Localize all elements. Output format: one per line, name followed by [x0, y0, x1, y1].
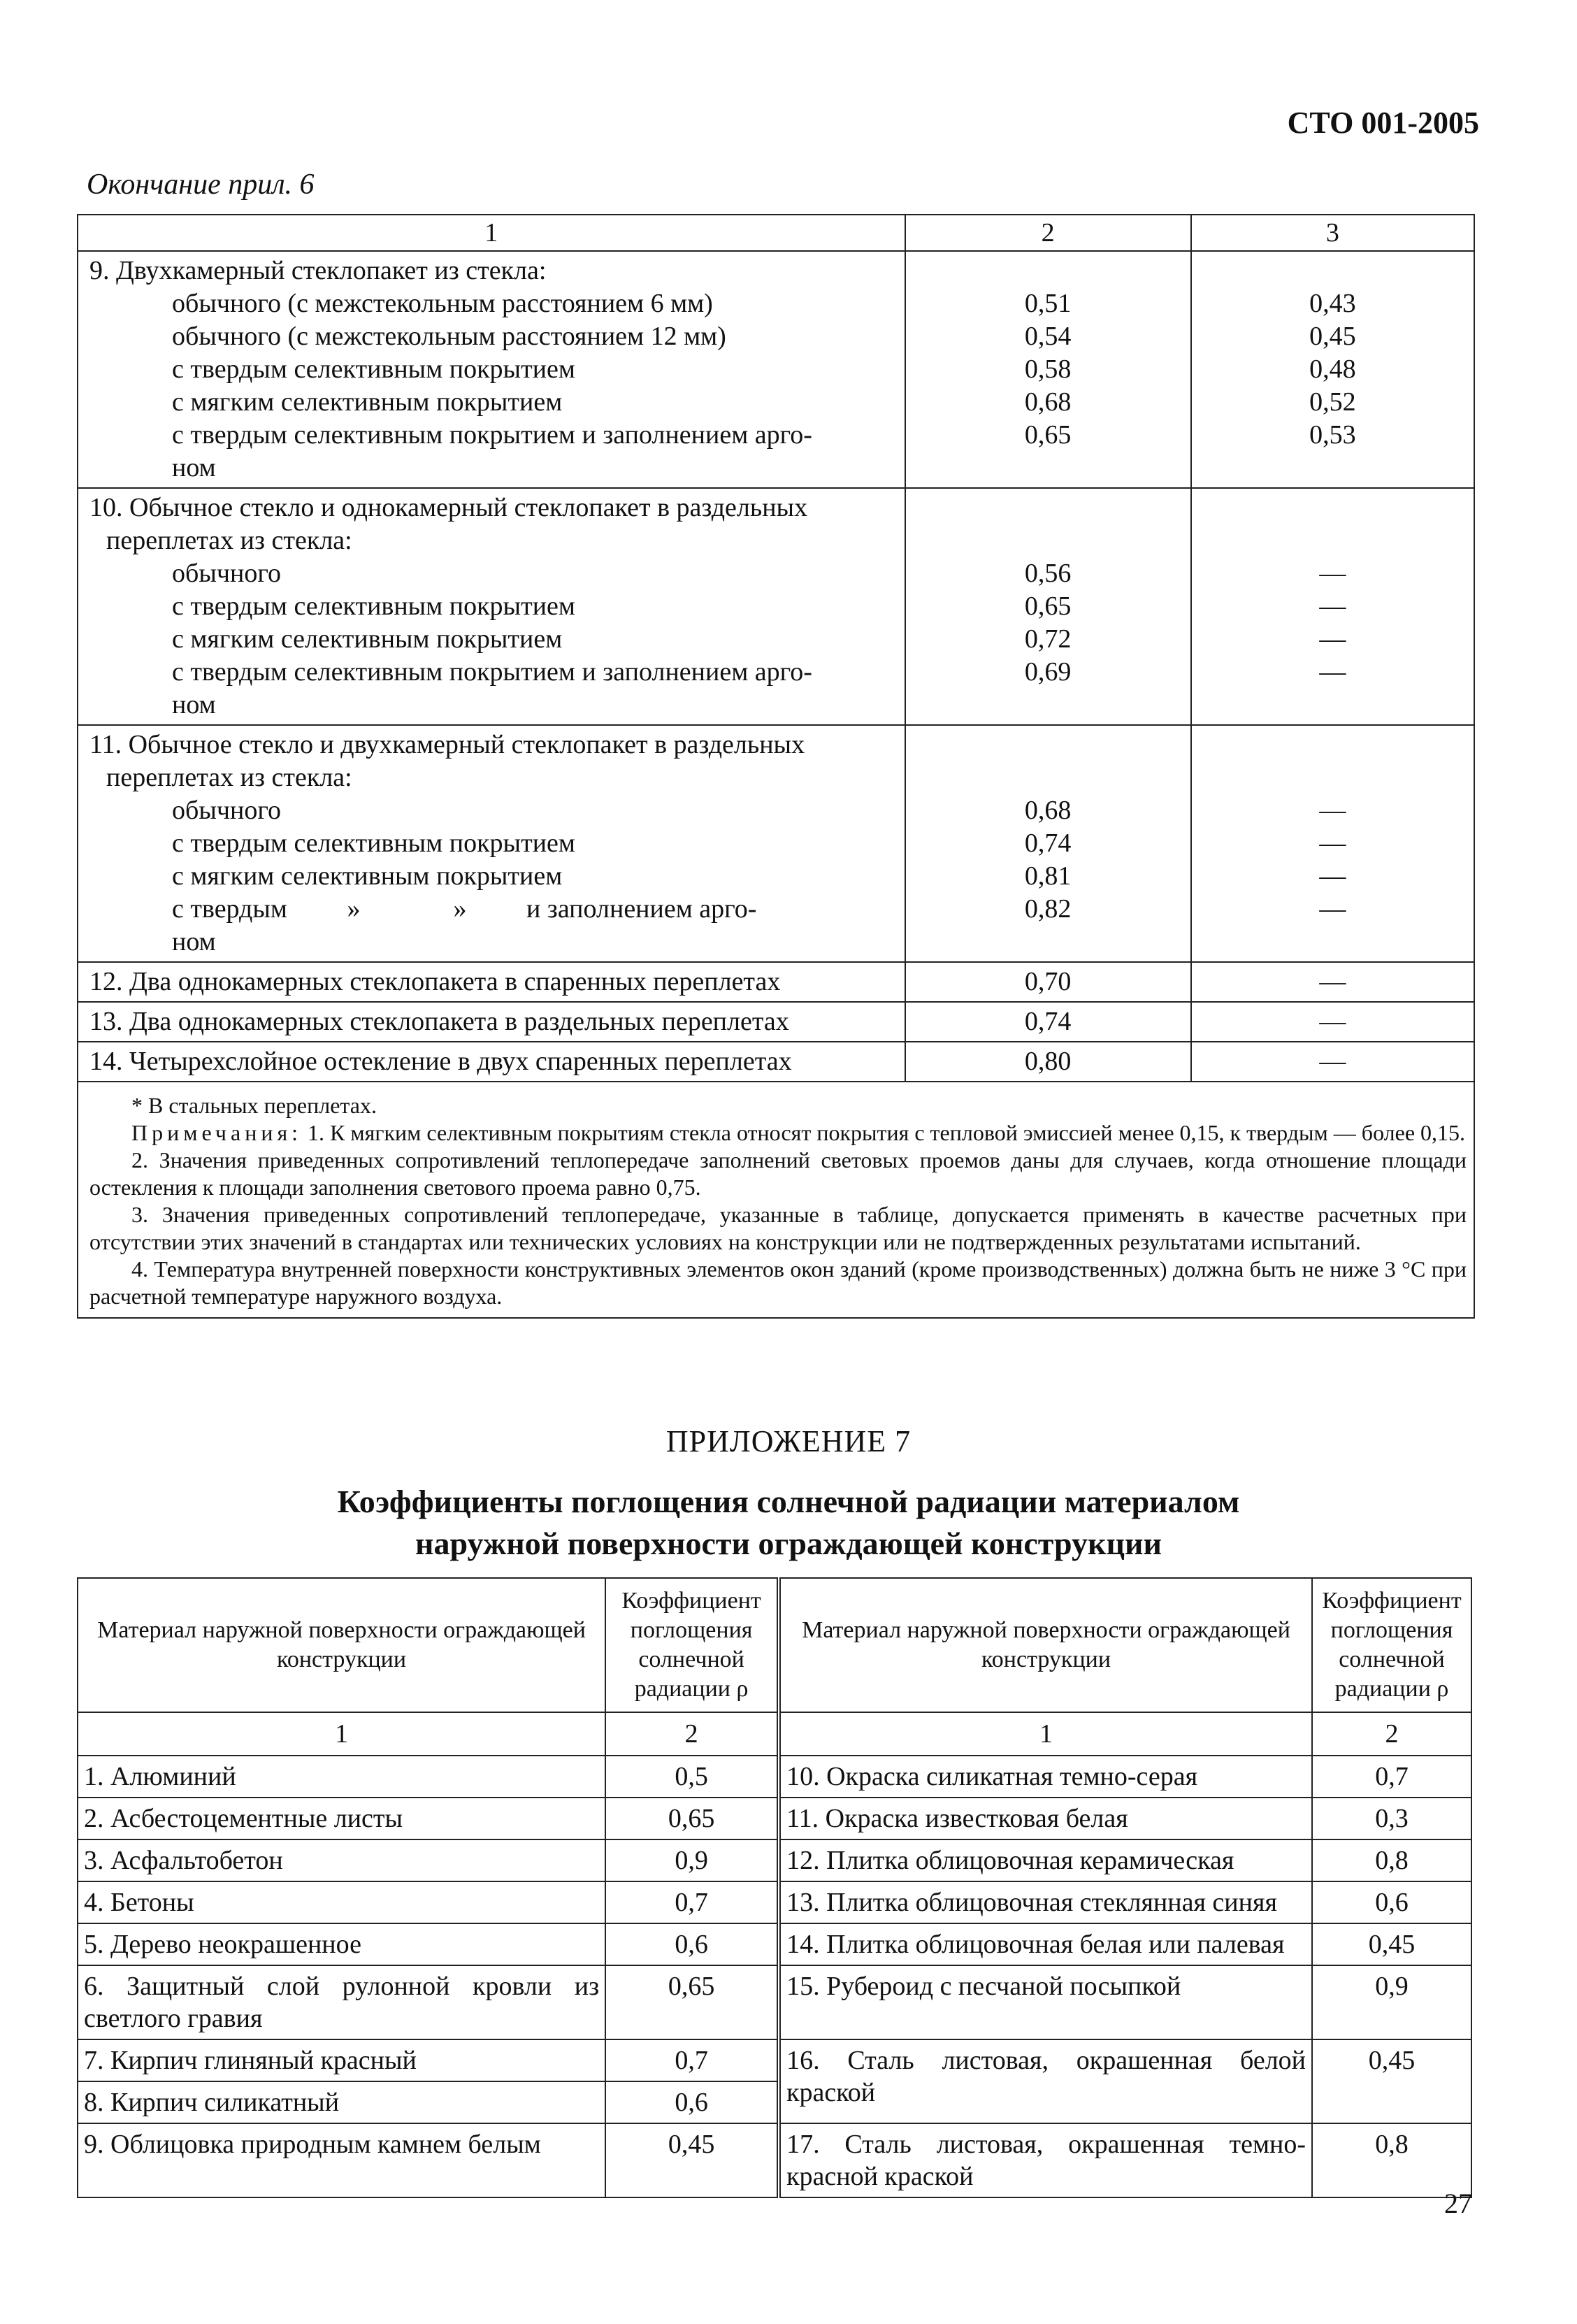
- table-header-row: [78, 215, 1474, 251]
- material-name: 13. Плитка облицовочная стеклянная синяя: [779, 1881, 1312, 1923]
- appendix-label: ПРИЛОЖЕНИЕ 7: [665, 1424, 912, 1458]
- value: 0,53: [1309, 420, 1356, 450]
- value: —: [1191, 1042, 1474, 1082]
- coefficient-value: 0,6: [605, 2081, 779, 2123]
- value: 0,56: [1024, 559, 1072, 588]
- row-label: с твердым селективным покрытием: [172, 591, 575, 621]
- row-label: 12. Два однокамерных стеклопакета в спаренных переплетах: [78, 962, 905, 1002]
- material-name: 2. Асбестоцементные листы: [78, 1798, 605, 1839]
- material-name: 9. Облицовка природным камнем белым: [78, 2123, 605, 2197]
- value: 0,82: [1024, 894, 1072, 924]
- coefficient-value: 0,7: [605, 2039, 779, 2081]
- row-label: с твердым селективным покрытием: [172, 354, 575, 384]
- value: 0,70: [905, 962, 1191, 1002]
- row-label: с твердым » » и заполнением арго-: [172, 894, 757, 924]
- value: 0,80: [905, 1042, 1191, 1082]
- table-row: [78, 1798, 1471, 1839]
- coefficient-value: 0,6: [1312, 1881, 1471, 1923]
- row-label: с твердым селективным покрытием и заполнением арго-: [172, 657, 812, 687]
- value: 0,51: [1024, 289, 1072, 318]
- material-name: 10. Окраска силикатная темно-серая: [779, 1756, 1312, 1798]
- row-label: с мягким селективным покрытием: [172, 861, 563, 891]
- value: 0,52: [1309, 387, 1356, 417]
- value: —: [1191, 1002, 1474, 1042]
- coefficient-value: 0,7: [605, 1881, 779, 1923]
- row-label: с твердым селективным покрытием и заполнением арго-: [172, 420, 812, 450]
- document-code: СТО 001-2005: [1287, 106, 1479, 140]
- row-label: с мягким селективным покрытием: [172, 624, 563, 654]
- coefficient-value: 0,65: [605, 1965, 779, 2039]
- table-row: [78, 962, 1474, 1002]
- value: 0,81: [1024, 861, 1072, 891]
- table-row: [78, 2123, 1471, 2197]
- value: 0,58: [1024, 354, 1072, 384]
- material-name: 5. Дерево неокрашенное: [78, 1923, 605, 1965]
- footnote: * В стальных переплетах.: [131, 1093, 377, 1118]
- value: —: [1191, 962, 1474, 1002]
- absorption-table: [77, 1577, 1472, 2198]
- material-name: 16. Сталь листовая, окрашенная белой краской: [779, 2039, 1312, 2123]
- coefficient-value: 0,7: [1312, 1756, 1471, 1798]
- row-label: с твердым селективным покрытием: [172, 829, 575, 858]
- heading-line: Коэффициенты поглощения солнечной радиации материалом: [337, 1484, 1240, 1519]
- row-label: 14. Четырехслойное остекление в двух спаренных переплетах: [78, 1042, 905, 1082]
- material-name: 4. Бетоны: [78, 1881, 605, 1923]
- table-row: [78, 488, 1474, 725]
- material-name: 7. Кирпич глиняный красный: [78, 2039, 605, 2081]
- notes-label: Примечания:: [131, 1120, 303, 1145]
- value: —: [1319, 894, 1346, 924]
- note-text: 2. Значения приведенных сопротивлений теплопередаче заполнений световых проемов даны для случаев, когда отношение площади остекления к площади заполнения светового проема равно 0,75.: [89, 1147, 1467, 1200]
- row-label: ном: [172, 927, 216, 956]
- value-cell: [1191, 725, 1474, 962]
- row-label: обычного (с межстекольным расстоянием 6 мм): [172, 289, 713, 318]
- row-label: обычного: [172, 796, 281, 825]
- row-label: ном: [172, 453, 216, 482]
- group-title-cont: переплетах из стекла:: [106, 526, 352, 555]
- material-name: 14. Плитка облицовочная белая или палевая: [779, 1923, 1312, 1965]
- material-name: 12. Плитка облицовочная керамическая: [779, 1839, 1312, 1881]
- header-coefficient: Коэффициент поглощения солнечной радиации ρ: [605, 1578, 779, 1712]
- coefficient-value: 0,9: [605, 1839, 779, 1881]
- column-number: 1: [78, 215, 905, 251]
- value: —: [1319, 861, 1346, 891]
- value: 0,45: [1309, 322, 1356, 351]
- table-number-row: [78, 1712, 1471, 1756]
- value-cell: [905, 251, 1191, 488]
- coefficient-value: 0,65: [605, 1798, 779, 1839]
- table-row: [78, 1756, 1471, 1798]
- table-row: [78, 725, 1474, 962]
- group-title-cont: переплетах из стекла:: [106, 763, 352, 792]
- header-material: Материал наружной поверхности ограждающей конструкции: [78, 1578, 605, 1712]
- material-name: 1. Алюминий: [78, 1756, 605, 1798]
- material-name: 17. Сталь листовая, окрашенная темно-красной краской: [779, 2123, 1312, 2197]
- glazing-table: [77, 214, 1475, 1319]
- column-number: 1: [78, 1712, 605, 1756]
- row-label: 13. Два однокамерных стеклопакета в раздельных переплетах: [78, 1002, 905, 1042]
- table-row: [78, 2039, 1471, 2081]
- column-number: 2: [1312, 1712, 1471, 1756]
- notes-row: [78, 1082, 1474, 1318]
- page-number: 27: [1444, 2188, 1472, 2219]
- value-cell: [1191, 251, 1474, 488]
- coefficient-value: 0,45: [1312, 2039, 1471, 2123]
- value: 0,65: [1024, 420, 1072, 450]
- value-cell: [905, 725, 1191, 962]
- value: —: [1319, 657, 1346, 687]
- value: 0,68: [1024, 796, 1072, 825]
- value: 0,43: [1309, 289, 1356, 318]
- group-title: 9. Двухкамерный стеклопакет из стекла:: [89, 256, 547, 285]
- value: —: [1319, 559, 1346, 588]
- value: —: [1319, 796, 1346, 825]
- table-row: [78, 1923, 1471, 1965]
- column-number: 2: [605, 1712, 779, 1756]
- row-label: с мягким селективным покрытием: [172, 387, 563, 417]
- column-number: 1: [779, 1712, 1312, 1756]
- coefficient-value: 0,45: [605, 2123, 779, 2197]
- group-title: 10. Обычное стекло и однокамерный стеклопакет в раздельных: [89, 493, 808, 522]
- coefficient-value: 0,8: [1312, 2123, 1471, 2197]
- notes-cell: [78, 1082, 1474, 1318]
- value: —: [1319, 829, 1346, 858]
- value: 0,74: [1024, 829, 1072, 858]
- value: 0,72: [1024, 624, 1072, 654]
- material-name: 8. Кирпич силикатный: [78, 2081, 605, 2123]
- note-text: 3. Значения приведенных сопротивлений теплопередаче, указанные в таблице, допускается применять в качестве расчетных при отсутствии этих значений в стандартах или технических условиях на конструкции или не подтвержденных результатами испытаний.: [89, 1202, 1467, 1254]
- table-header-row: [78, 1578, 1471, 1712]
- note-text: 4. Температура внутренней поверхности конструктивных элементов окон зданий (кроме производственных) должна быть не ниже 3 °С при расчетной температуре наружного воздуха.: [89, 1256, 1467, 1309]
- material-name: 15. Рубероид с песчаной посыпкой: [779, 1965, 1312, 2039]
- value-cell: [905, 488, 1191, 725]
- value: 0,65: [1024, 591, 1072, 621]
- row-label: обычного (с межстекольным расстоянием 12 мм): [172, 322, 726, 351]
- column-number: 2: [905, 215, 1191, 251]
- material-name: 3. Асфальтобетон: [78, 1839, 605, 1881]
- coefficient-value: 0,45: [1312, 1923, 1471, 1965]
- header-material: Материал наружной поверхности ограждающей конструкции: [779, 1578, 1312, 1712]
- value: 0,69: [1024, 657, 1072, 687]
- group-cell: [78, 488, 905, 725]
- table-row: [78, 1042, 1474, 1082]
- material-name: 6. Защитный слой рулонной кровли из светлого гравия: [78, 1965, 605, 2039]
- group-title: 11. Обычное стекло и двухкамерный стеклопакет в раздельных: [89, 730, 805, 759]
- value: 0,74: [905, 1002, 1191, 1042]
- heading-line: наружной поверхности ограждающей конструкции: [415, 1526, 1162, 1561]
- header-coefficient: Коэффициент поглощения солнечной радиации ρ: [1312, 1578, 1471, 1712]
- coefficient-value: 0,5: [605, 1756, 779, 1798]
- table-row: [78, 1881, 1471, 1923]
- coefficient-value: 0,6: [605, 1923, 779, 1965]
- group-cell: [78, 725, 905, 962]
- column-number: 3: [1191, 215, 1474, 251]
- material-name: 11. Окраска известковая белая: [779, 1798, 1312, 1839]
- group-cell: [78, 251, 905, 488]
- row-label: обычного: [172, 559, 281, 588]
- note-text: 1. К мягким селективным покрытиям стекла относят покрытия с тепловой эмиссией менее 0,15, к твердым — более 0,15.: [308, 1120, 1466, 1145]
- table-row: [78, 1839, 1471, 1881]
- coefficient-value: 0,8: [1312, 1839, 1471, 1881]
- continuation-label: Окончание прил. 6: [87, 168, 315, 201]
- value: —: [1319, 591, 1346, 621]
- table-row: [78, 251, 1474, 488]
- value: —: [1319, 624, 1346, 654]
- row-label: ном: [172, 690, 216, 719]
- table-row: [78, 1002, 1474, 1042]
- coefficient-value: 0,3: [1312, 1798, 1471, 1839]
- value-cell: [1191, 488, 1474, 725]
- value: 0,48: [1309, 354, 1356, 384]
- coefficient-value: 0,9: [1312, 1965, 1471, 2039]
- value: 0,68: [1024, 387, 1072, 417]
- value: 0,54: [1024, 322, 1072, 351]
- appendix-heading: [0, 1481, 1577, 1565]
